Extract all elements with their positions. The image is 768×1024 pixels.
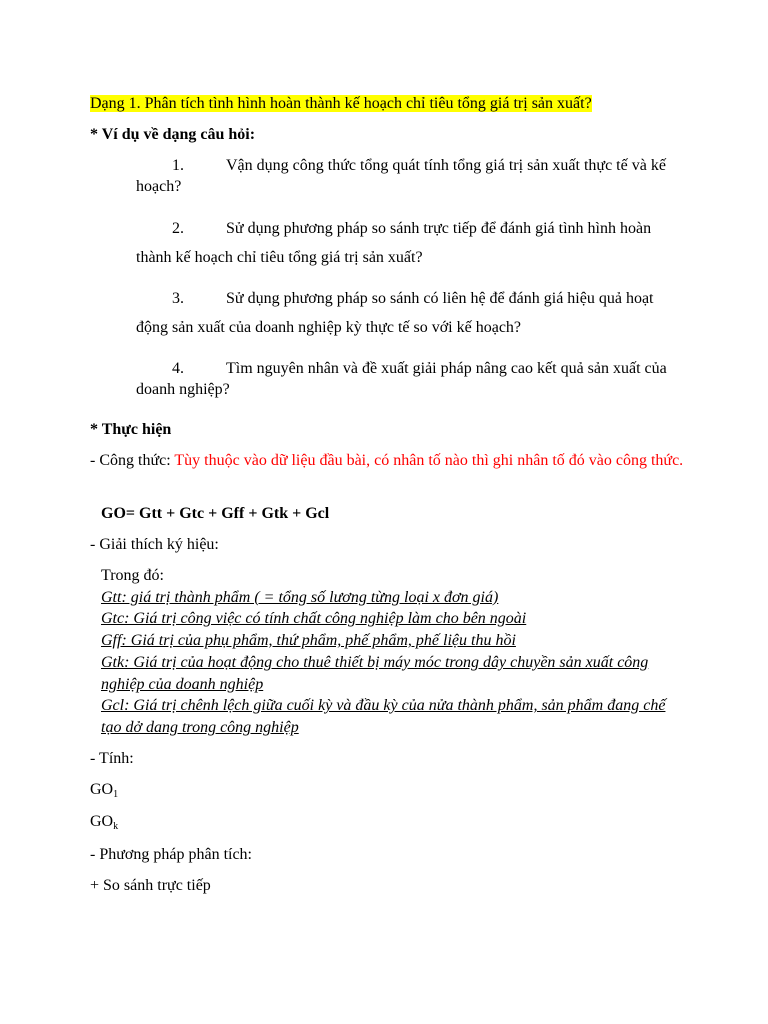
compute-subscript: 1: [113, 789, 119, 800]
symbols-list: [101, 565, 686, 739]
compute-base: GO: [90, 813, 114, 830]
method-label: - Phương pháp phân tích:: [90, 846, 252, 863]
compute-subscript: k: [113, 821, 119, 832]
title-highlight: Dạng 1. Phân tích tình hình hoàn thành kế hoạch chỉ tiêu tổng giá trị sản xuất?: [90, 95, 592, 112]
symbols-label: - Giải thích ký hiệu:: [90, 536, 219, 553]
implementation-heading: * Thực hiện: [90, 421, 172, 438]
question-number: 1.: [172, 157, 184, 174]
question-item: [136, 155, 686, 197]
question-item: [136, 358, 686, 400]
question-number: 2.: [172, 220, 184, 237]
symbol-definition-gtt: Gtt: giá trị thành phẩm ( = tổng số lương từng loại x đơn giá): [101, 588, 499, 606]
symbol-definition-gtk: Gtk: Giá trị của hoạt động cho thuê thiết bị máy móc trong dây chuyền sản xuất công nghiệp của doanh nghiệp: [101, 653, 649, 693]
question-text: Sử dụng phương pháp so sánh trực tiếp để đánh giá tình hình hoàn thành kế hoạch chỉ tiêu tổng giá trị sản xuất?: [136, 220, 652, 266]
symbol-definition-gff: Gff: Giá trị của phụ phẩm, thứ phẩm, phế phẩm, phế liệu thu hồi: [101, 632, 516, 650]
question-number: 3.: [172, 290, 184, 307]
compute-item-go1: [90, 779, 118, 800]
question-text: Sử dụng phương pháp so sánh có liên hệ để đánh giá hiệu quả hoạt động sản xuất của doanh nghiệp kỳ thực tế so với kế hoạch?: [136, 290, 654, 336]
symbol-definition-gtc: Gtc: Giá trị công việc có tính chất công nghiệp làm cho bên ngoài: [101, 610, 527, 628]
compute-item-gok: [90, 811, 118, 832]
formula-label: - Công thức:: [90, 452, 171, 469]
question-number: 4.: [172, 360, 184, 377]
question-item: [136, 284, 686, 342]
symbol-definition-gcl: Gcl: Giá trị chênh lệch giữa cuối kỳ và đầu kỳ của nửa thành phẩm, sản phẩm đang chế tạo dở dang trong công nghiệp: [101, 697, 666, 736]
question-text: Vận dụng công thức tổng quát tính tổng giá trị sản xuất thực tế và kế hoạch?: [136, 157, 666, 195]
compute-label: - Tính:: [90, 750, 134, 767]
document-title: [90, 93, 592, 114]
compute-base: GO: [90, 781, 114, 798]
question-text: Tìm nguyên nhân và đề xuất giải pháp nâng cao kết quả sản xuất của doanh nghiệp?: [136, 360, 667, 398]
method-item: + So sánh trực tiếp: [90, 877, 211, 894]
symbols-intro: Trong đó:: [101, 567, 164, 584]
formula: GO= Gtt + Gtc + Gff + Gtk + Gcl: [101, 505, 330, 522]
question-item: [136, 214, 686, 272]
examples-heading: * Ví dụ về dạng câu hỏi:: [90, 126, 256, 143]
formula-note: Tùy thuộc vào dữ liệu đầu bài, có nhân tố nào thì ghi nhân tố đó vào công thức.: [174, 452, 684, 469]
formula-paragraph: [90, 450, 686, 471]
